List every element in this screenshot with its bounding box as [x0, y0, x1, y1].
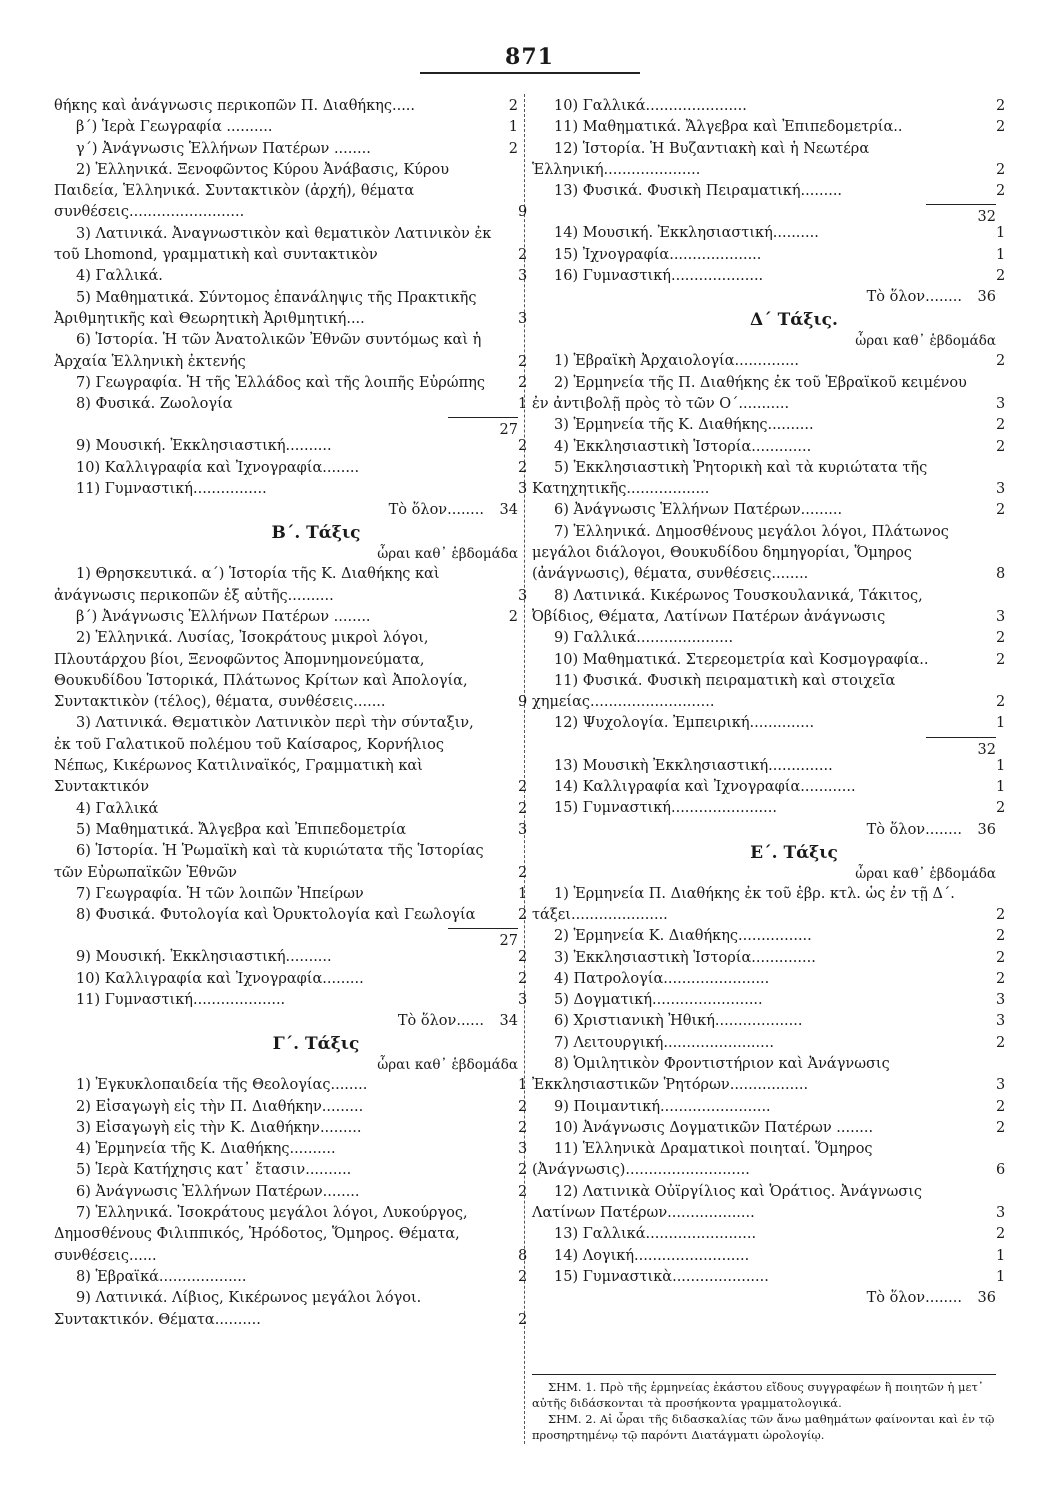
item-hours: 1: [996, 1268, 1006, 1285]
item-hours: 2: [508, 98, 518, 114]
left-block2: [54, 564, 528, 926]
item-hours: 2: [996, 1226, 1006, 1243]
item-text: 11) Φυσικά. Φυσικὴ πειραματικὴ καὶ στοιχεῖα χημείας...........................: [532, 672, 896, 711]
item-text: β´) Ἀνάγνωσις Ἑλλήνων Πατέρων ........: [76, 608, 371, 625]
list-item: [54, 224, 528, 267]
item-text: 10) Καλλιγραφία καὶ Ἰχνογραφία........: [76, 459, 360, 476]
right-block2-sum: 32: [977, 741, 996, 758]
list-item: [54, 288, 528, 331]
list-item: [532, 266, 1006, 287]
list-item: [532, 415, 1006, 436]
item-text: 5) Μαθηματικά. Ἄλγεβρα καὶ Ἐπιπεδομετρία: [76, 821, 407, 838]
item-hours: 3: [996, 992, 1006, 1009]
right-total2-row: [532, 820, 996, 842]
item-text: γ´) Ἀνάγνωσις Ἑλλήνων Πατέρων ........: [76, 140, 371, 157]
list-item: [54, 713, 528, 798]
item-text: 11) Γυμναστική....................: [76, 991, 286, 1008]
list-item: [54, 1160, 528, 1181]
item-hours: 1: [996, 715, 1006, 732]
item-hours: 8: [996, 566, 1006, 583]
item-hours: 1: [996, 1247, 1006, 1264]
item-hours: 1: [996, 757, 1006, 774]
list-item: [54, 628, 528, 713]
left-total1-row: [54, 500, 518, 522]
item-hours: 2: [996, 694, 1006, 711]
list-item: [54, 330, 528, 373]
item-text: 11) Μαθηματικά. Ἄλγεβρα καὶ Ἐπιπεδομετρία..: [554, 119, 903, 136]
item-hours: 2: [996, 928, 1006, 945]
item-hours: 2: [518, 1162, 528, 1179]
total-value: 36: [977, 1290, 996, 1307]
list-item: [54, 1075, 528, 1096]
item-hours: 3: [518, 310, 528, 327]
item-hours: 1: [508, 119, 518, 136]
list-item: [532, 969, 1006, 990]
list-item: [54, 1267, 528, 1288]
item-text: θήκης καὶ ἀνάγνωσις περικοπῶν Π. Διαθήκης.....: [54, 98, 416, 114]
item-hours: 2: [996, 949, 1006, 966]
item-text: β´) Ἱερὰ Γεωγραφία ..........: [76, 119, 273, 136]
item-hours: 2: [996, 438, 1006, 455]
total-label: Τὸ ὅλον........: [388, 502, 484, 519]
right-block1-sum-row: [532, 202, 996, 226]
list-item: [532, 586, 1006, 629]
total-value: 34: [499, 1013, 518, 1030]
list-item: [532, 1054, 1006, 1097]
item-hours: 1: [518, 885, 528, 902]
item-text: 3) Λατινικά. Θεματικὸν Λατινικὸν περὶ τὴν σύνταξιν, ἐκ τοῦ Γαλατικοῦ πολέμου τοῦ Καίσαρος, Κορνήλιος Νέπως, Κικέρωνος Κατιλιναϊκός, Γραμματικὴ καὶ Συντακτικόν: [54, 715, 474, 796]
list-item: [54, 96, 518, 117]
total-label: Τὸ ὅλον........: [866, 289, 962, 306]
item-text: 1) Ἑρμηνεία Π. Διαθήκης ἐκ τοῦ ἑβρ. κτλ. ὡς ἐν τῇ Δ´. τάξει.....................: [532, 885, 955, 923]
list-item: [532, 458, 1006, 501]
item-text: 6) Ἱστορία. Ἡ Ῥωμαϊκὴ καὶ τὰ κυριώτατα τῆς Ἱστορίας τῶν Εὐρωπαϊκῶν Ἐθνῶν: [54, 843, 484, 881]
list-item: [54, 820, 528, 841]
list-item: [532, 1118, 1006, 1139]
list-item: [532, 1246, 1006, 1267]
left-block2-sum-row: [54, 926, 518, 950]
item-text: 9) Γαλλικά.....................: [554, 630, 734, 647]
item-text: 13) Γαλλικά........................: [554, 1226, 757, 1243]
item-text: 4) Γαλλικά: [76, 800, 159, 817]
item-text: 16) Γυμναστική....................: [554, 268, 764, 285]
left-block1-sum-row: [54, 415, 518, 439]
section-title-c: Γ´. Τάξις: [272, 1034, 360, 1055]
right-column: [532, 96, 1006, 1310]
item-text: 4) Γαλλικά.: [76, 268, 163, 285]
item-text: 12) Λατινικὰ Οὐϊργίλιος καὶ Ὁράτιος. Ἀνάγνωσις Λατίνων Πατέρων...................: [532, 1183, 923, 1222]
sum-rule: [448, 417, 518, 418]
item-hours: 2: [996, 161, 1006, 178]
item-text: 10) Μαθηματικά. Στερεομετρία καὶ Κοσμογραφία..: [554, 651, 929, 668]
item-text: 8) Φυσικά. Φυτολογία καὶ Ὀρυκτολογία καὶ Γεωλογία: [76, 907, 476, 924]
list-item: [54, 884, 528, 905]
list-item: [54, 607, 518, 628]
list-item: [532, 351, 1006, 372]
item-hours: 2: [518, 1098, 528, 1115]
item-text: 8) Φυσικά. Ζωολογία: [76, 396, 233, 413]
list-item: [532, 1224, 1006, 1245]
sum-rule: [926, 737, 996, 738]
item-text: 6) Ἱστορία. Ἡ τῶν Ἀνατολικῶν Ἐθνῶν συντόμως καὶ ἡ Ἀρχαία Ἑλληνικὴ ἐκτενής: [54, 332, 482, 370]
item-hours: 2: [996, 98, 1006, 114]
item-text: 9) Μουσική. Ἐκκλησιαστική..........: [76, 438, 332, 455]
list-item: [532, 223, 1006, 244]
item-text: 5) Μαθηματικά. Σύντομος ἐπανάληψις τῆς Πρακτικῆς Ἀριθμητικῆς καὶ Θεωρητικὴ Ἀριθμητική....: [54, 289, 477, 327]
item-hours: 2: [996, 1119, 1006, 1136]
item-hours: 6: [996, 1162, 1006, 1179]
item-hours: 2: [996, 800, 1006, 817]
left-block1: [54, 96, 528, 415]
section-title-d: Δ´ Τάξις.: [750, 310, 838, 331]
list-item: [532, 926, 1006, 947]
item-hours: 2: [518, 459, 528, 476]
hours-header-b: ὧραι καθ᾿ ἑβδομάδα: [377, 546, 518, 563]
list-item: [532, 1097, 1006, 1118]
list-item: [532, 1011, 1006, 1032]
item-text: 12) Ψυχολογία. Ἐμπειρική..............: [554, 715, 815, 732]
item-hours: 3: [518, 1141, 528, 1158]
item-hours: 1: [996, 779, 1006, 796]
item-text: 8) Λατινικά. Κικέρωνος Τουσκουλανικά, Τάκιτος, Ὀβίδιος, Θέματα, Λατίνων Πατέρων ἀνάγνωσις: [532, 587, 923, 625]
item-text: 7) Γεωγραφία. Ἡ τῶν λοιπῶν Ἠπείρων: [76, 885, 364, 902]
right-block1-sum: 32: [977, 209, 996, 226]
item-hours: 2: [996, 1098, 1006, 1115]
item-text: 7) Ἑλληνικά. Δημοσθένους μεγάλοι λόγοι, Πλάτωνος μεγάλοι διάλογοι, Θουκυδίδου δημηγορίαι, Ὅμηρος (ἀνάγνωσις), θέματα, συνθέσεις........: [532, 523, 949, 583]
item-hours: 1: [996, 246, 1006, 263]
list-item: [54, 990, 528, 1011]
item-text: 6) Χριστιανικὴ Ἠθική...................: [554, 1013, 803, 1030]
item-text: 8) Ὁμιλητικὸν Φροντιστήριον καὶ Ἀνάγνωσις Ἐκκλησιαστικῶν Ῥητόρων.................: [532, 1055, 890, 1094]
hours-header-e: ὧραι καθ᾿ ἑβδομάδα: [855, 865, 996, 882]
section-title-b: Β´. Τάξις: [271, 523, 361, 544]
list-item: [54, 564, 528, 607]
item-hours: 2: [996, 183, 1006, 200]
column-divider: [524, 94, 526, 1444]
list-item: [532, 96, 1006, 117]
item-hours: 3: [518, 587, 528, 604]
item-hours: 2: [518, 1183, 528, 1200]
list-item: [54, 905, 528, 926]
left-block3: [54, 1075, 528, 1331]
item-text: 2) Ἑλληνικά. Ξενοφῶντος Κύρου Ἀνάβασις, Κύρου Παιδεία, Ἑλληνικά. Συντακτικὸν (ἀρχή), θέματα συνθέσεις.........................: [54, 161, 450, 221]
item-text: 5) Δογματική........................: [554, 992, 763, 1009]
item-hours: 1: [996, 225, 1006, 242]
left-total2-row: [54, 1011, 518, 1033]
total-value: 34: [499, 502, 518, 519]
right-total1-row: [532, 287, 996, 309]
list-item: [532, 500, 1006, 521]
item-text: 6) Ἀνάγνωσις Ἑλλήνων Πατέρων.........: [554, 502, 843, 519]
right-block2: [532, 351, 1006, 734]
item-text: 1) Ἐγκυκλοπαιδεία τῆς Θεολογίας........: [76, 1077, 368, 1094]
item-hours: 2: [508, 608, 518, 625]
item-text: 5) Ἱερὰ Κατήχησις κατ᾿ ἔτασιν..........: [76, 1162, 352, 1179]
hours-header-d: ὧραι καθ᾿ ἑβδομάδα: [855, 333, 996, 350]
list-item: [532, 1033, 1006, 1054]
item-hours: 2: [518, 1311, 528, 1328]
item-text: 3) Ἑρμηνεία τῆς Κ. Διαθήκης..........: [554, 417, 814, 434]
item-hours: 2: [518, 864, 528, 881]
left-block1b: [54, 436, 528, 500]
item-text: 15) Γυμναστικὰ.....................: [554, 1268, 769, 1285]
item-text: 1) Θρησκευτικά. α´) Ἱστορία τῆς Κ. Διαθήκης καὶ ἀνάγνωσις περικοπῶν ἐξ αὐτῆς..........: [54, 566, 440, 604]
item-text: 2) Ἑρμηνεία Κ. Διαθήκης................: [554, 928, 812, 945]
list-item: [532, 1267, 1006, 1288]
item-text: 13) Μουσικὴ Ἐκκλησιαστική..............: [554, 757, 833, 774]
item-text: 7) Λειτουργική........................: [554, 1034, 774, 1051]
list-item: [54, 1139, 528, 1160]
item-hours: 2: [518, 247, 528, 264]
item-text: 15) Γυμναστική.......................: [554, 800, 777, 817]
left-block2-sum: 27: [499, 933, 518, 950]
list-item: [532, 437, 1006, 458]
list-item: [532, 522, 1006, 586]
list-item: [532, 373, 1006, 416]
item-text: 4) Ἐκκλησιαστικὴ Ἱστορία.............: [554, 438, 812, 455]
right-block2-sum-row: [532, 735, 996, 756]
item-hours: 3: [518, 821, 528, 838]
item-hours: 3: [996, 1205, 1006, 1222]
right-block1: [532, 96, 1006, 202]
item-hours: 2: [996, 502, 1006, 519]
total-label: Τὸ ὅλον........: [866, 821, 962, 838]
list-item: [54, 1203, 528, 1267]
list-item: [54, 841, 528, 884]
list-item: [532, 777, 1006, 798]
right-block1b: [532, 223, 1006, 287]
list-item: [532, 671, 1006, 714]
item-text: 6) Ἀνάγνωσις Ἑλλήνων Πατέρων........: [76, 1183, 360, 1200]
item-hours: 2: [518, 438, 528, 455]
item-hours: 3: [518, 991, 528, 1008]
item-text: 11) Γυμναστική................: [76, 481, 267, 498]
item-hours: 2: [518, 800, 528, 817]
item-hours: 3: [996, 608, 1006, 625]
item-hours: 9: [518, 694, 528, 711]
left-block2b: [54, 947, 528, 1011]
item-text: 10) Ἀνάγνωσις Δογματικῶν Πατέρων ........: [554, 1119, 874, 1136]
item-hours: 2: [996, 630, 1006, 647]
list-item: [54, 1288, 528, 1331]
item-hours: 3: [996, 481, 1006, 498]
item-hours: 1: [518, 396, 528, 413]
item-hours: 2: [508, 140, 518, 157]
list-item: [532, 948, 1006, 969]
item-text: 3) Εἰσαγωγὴ εἰς τὴν Κ. Διαθήκην.........: [76, 1119, 362, 1136]
item-text: 11) Ἑλληνικὰ Δραματικοὶ ποιηταί. Ὅμηρος (Ἀνάγνωσις)...........................: [532, 1141, 873, 1179]
item-text: 4) Πατρολογία.......................: [554, 970, 770, 987]
item-text: 12) Ἱστορία. Ἡ Βυζαντιακὴ καὶ ἡ Νεωτέρα Ἑλληνική.....................: [532, 140, 870, 178]
item-hours: 2: [518, 374, 528, 391]
right-block3: [532, 884, 1006, 1289]
list-item: [532, 884, 1006, 927]
list-item: [54, 1182, 528, 1203]
item-text: 2) Ἑλληνικά. Λυσίας, Ἰσοκράτους μικροὶ λόγοι, Πλουτάρχου βίοι, Ξενοφῶντος Ἀπομνημονεύματα, Θουκυδίδου Ἱστορικά, Πλάτωνος Κρίτων καὶ Ἀπολογία, Συντακτικὸν (τέλος), θέματα, συνθέσεις.......: [54, 630, 468, 711]
page-number: 871: [505, 44, 554, 70]
item-hours: 1: [518, 1077, 528, 1094]
list-item: [54, 799, 528, 820]
item-text: 2) Εἰσαγωγὴ εἰς τὴν Π. Διαθήκην.........: [76, 1098, 364, 1115]
item-hours: 2: [518, 949, 528, 966]
item-hours: 2: [996, 1034, 1006, 1051]
item-text: 13) Φυσικά. Φυσικὴ Πειραματική.........: [554, 183, 843, 200]
item-hours: 8: [518, 1247, 528, 1264]
item-text: 5) Ἐκκλησιαστικὴ Ῥητορικὴ καὶ τὰ κυριώτατα τῆς Κατηχητικῆς..................: [532, 459, 928, 498]
item-text: 7) Γεωγραφία. Ἡ τῆς Ἑλλάδος καὶ τῆς λοιπῆς Εὐρώπης: [76, 374, 485, 391]
item-text: 15) Ἰχνογραφία....................: [554, 246, 762, 263]
footnote-2: ΣΗΜ. 2. Αἱ ὧραι τῆς διδασκαλίας τῶν ἄνω μαθημάτων φαίνονται καὶ ἐν τῷ προσηρτημένῳ τῷ παρόντι Διατάγματι ὡρολογίῳ.: [532, 1412, 995, 1442]
left-block1-sum: 27: [499, 422, 518, 439]
right-block2b: [532, 756, 1006, 820]
list-item: [532, 117, 1006, 138]
list-item: [532, 1139, 1006, 1182]
list-item: [54, 1118, 528, 1139]
sum-rule: [448, 928, 518, 929]
item-hours: 2: [518, 1119, 528, 1136]
list-item: [54, 1097, 528, 1118]
item-hours: 2: [996, 906, 1006, 923]
item-text: 14) Καλλιγραφία καὶ Ἰχνογραφία............: [554, 779, 856, 796]
item-hours: 2: [518, 907, 528, 924]
list-item: [54, 969, 528, 990]
item-text: 10) Καλλιγραφία καὶ Ἰχνογραφία.........: [76, 970, 364, 987]
item-text: 3) Λατινικά. Ἀναγνωστικὸν καὶ θεματικὸν Λατινικὸν ἐκ τοῦ Lhomond, γραμματικὴ καὶ συντακτικὸν: [54, 225, 492, 264]
item-text: 10) Γαλλικά......................: [554, 98, 747, 114]
list-item: [532, 181, 1006, 202]
item-hours: 3: [996, 1077, 1006, 1094]
item-text: 2) Ἑρμηνεία τῆς Π. Διαθήκης ἐκ τοῦ Ἑβραϊκοῦ κειμένου ἐν ἀντιβολῇ πρὸς τὸ τῶν Ο´...........: [532, 374, 967, 412]
item-hours: 3: [518, 268, 528, 285]
item-hours: 2: [996, 353, 1006, 370]
item-text: 9) Ποιμαντική........................: [554, 1098, 771, 1115]
list-item: [532, 245, 1006, 266]
item-text: 7) Ἑλληνικά. Ἰσοκράτους μεγάλοι λόγοι, Λυκούργος, Δημοσθένους Φιλιππικός, Ἡρόδοτος, Ὅμηρος. Θέματα, συνθέσεις......: [54, 1205, 468, 1264]
list-item: [532, 628, 1006, 649]
item-hours: 3: [996, 1013, 1006, 1030]
list-item: [532, 990, 1006, 1011]
total-label: Τὸ ὅλον........: [866, 1290, 962, 1307]
item-text: 9) Λατινικά. Λίβιος, Κικέρωνος μεγάλοι λόγοι. Συντακτικόν. Θέματα..........: [54, 1290, 422, 1328]
item-hours: 2: [518, 779, 528, 796]
total-label: Τὸ ὅλον......: [397, 1013, 484, 1030]
item-text: 14) Λογική.........................: [554, 1247, 750, 1264]
item-hours: 2: [518, 1268, 528, 1285]
total-value: 36: [977, 289, 996, 306]
list-item: [54, 117, 518, 138]
list-item: [54, 436, 528, 457]
list-item: [532, 650, 1006, 671]
list-item: [54, 479, 528, 500]
item-hours: 2: [996, 119, 1006, 136]
list-item: [532, 1182, 1006, 1225]
list-item: [532, 713, 1006, 734]
list-item: [54, 947, 528, 968]
item-hours: 3: [518, 481, 528, 498]
footnote-1: ΣΗΜ. 1. Πρὸ τῆς ἑρμηνείας ἑκάστου εἴδους συγγραφέων ἢ ποιητῶν ἡ μετ᾿ αὐτῆς διδάσκονται τὰ προσήκοντα γραμματολογικά.: [532, 1380, 984, 1410]
list-item: [54, 160, 528, 224]
item-hours: 2: [996, 268, 1006, 285]
header-rule: [420, 72, 640, 74]
footnotes: [532, 1374, 996, 1443]
list-item: [54, 458, 528, 479]
item-hours: 3: [996, 395, 1006, 412]
hours-header-c: ὧραι καθ᾿ ἑβδομάδα: [377, 1057, 518, 1074]
left-column: [54, 96, 528, 1331]
list-item: [532, 798, 1006, 819]
list-item: [54, 394, 528, 415]
item-hours: 2: [518, 970, 528, 987]
list-item: [532, 139, 1006, 182]
item-hours: 2: [996, 970, 1006, 987]
section-title-e: Ε´. Τάξις: [750, 842, 838, 863]
sum-rule: [926, 204, 996, 205]
list-item: [532, 756, 1006, 777]
item-text: 9) Μουσική. Ἐκκλησιαστική..........: [76, 949, 332, 966]
total-value: 36: [977, 821, 996, 838]
list-item: [54, 139, 518, 160]
item-text: 8) Ἑβραϊκά...................: [76, 1268, 247, 1285]
item-hours: 2: [996, 417, 1006, 434]
item-text: 14) Μουσική. Ἐκκλησιαστική..........: [554, 225, 819, 242]
item-hours: 9: [518, 204, 528, 221]
right-total3-row: [532, 1288, 996, 1310]
list-item: [54, 266, 528, 287]
item-hours: 2: [996, 651, 1006, 668]
item-text: 1) Ἑβραϊκὴ Ἀρχαιολογία..............: [554, 353, 800, 370]
list-item: [54, 373, 528, 394]
item-text: 3) Ἐκκλησιαστικὴ Ἱστορία..............: [554, 949, 816, 966]
item-hours: 2: [518, 353, 528, 370]
item-text: 4) Ἑρμηνεία τῆς Κ. Διαθήκης..........: [76, 1141, 336, 1158]
